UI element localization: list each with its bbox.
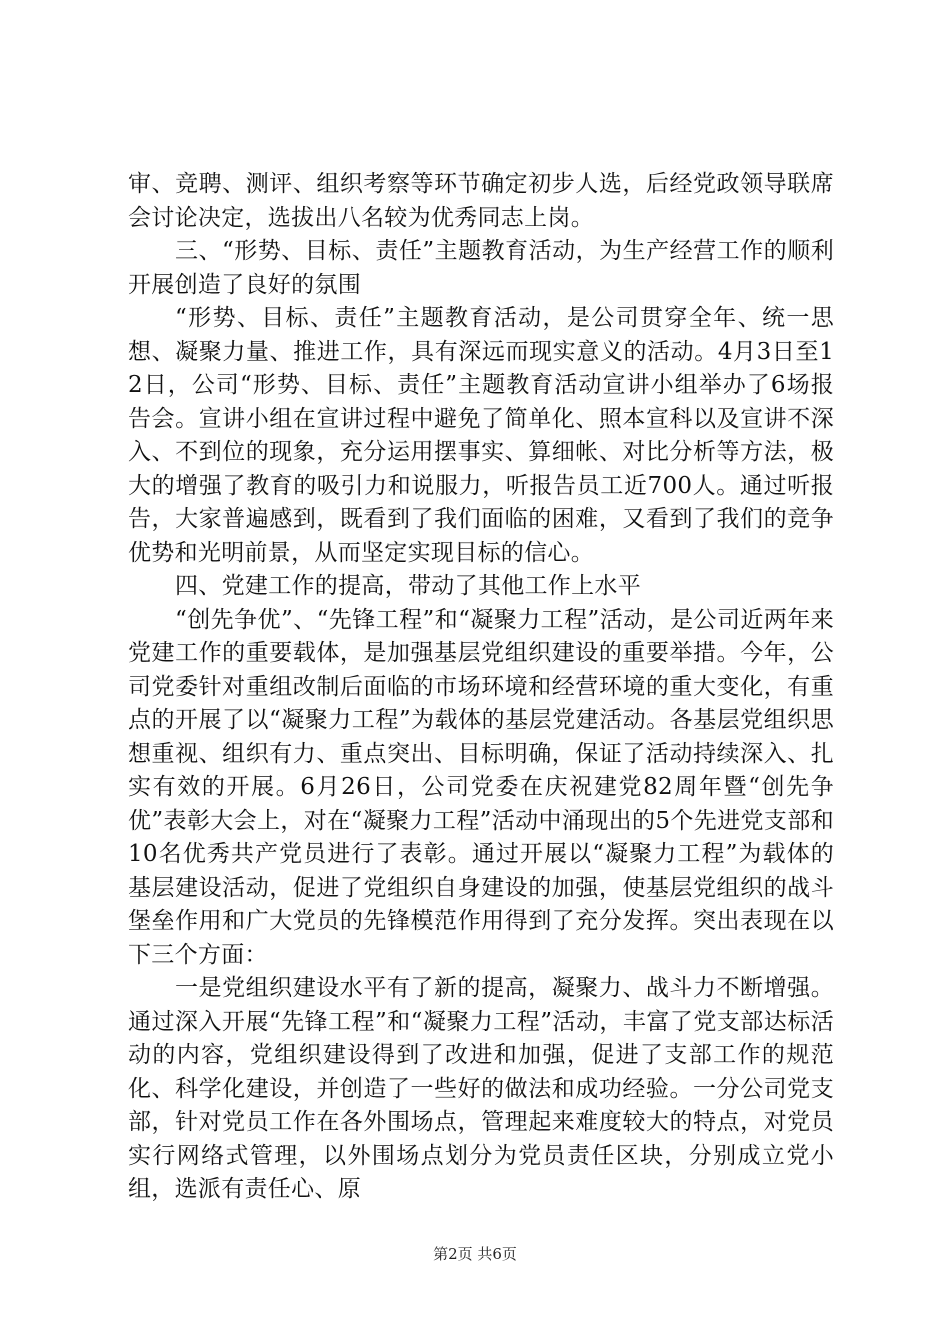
paragraph-1: 审、竞聘、测评、组织考察等环节确定初步人选，后经党政领导联席会讨论决定，选拔出八名较为优秀同志上岗。 [128, 171, 834, 231]
page-number-footer: 第2页 共6页 [433, 1245, 517, 1263]
section-heading-4: 四、党建工作的提高，带动了其他工作上水平 [175, 573, 641, 599]
document-body [128, 168, 834, 1207]
paragraph-3: “形势、目标、责任”主题教育活动，是公司贯穿全年、统一思想、凝聚力量、推进工作，具有深远而现实意义的活动。4月3日至12日，公司“形势、目标、责任”主题教育活动宣讲小组举办了6场报告会。宣讲小组在宣讲过程中避免了简单化、照本宣科以及宣讲不深入、不到位的现象，充分运用摆事实、算细帐、对比分析等方法，极大的增强了教育的吸引力和说服力，听报告员工近700人。通过听报告，大家普遍感到，既看到了我们面临的困难，又看到了我们的竞争优势和光明前景，从而坚定实现目标的信心。 [128, 305, 834, 566]
paragraph-6: 一是党组织建设水平有了新的提高，凝聚力、战斗力不断增强。通过深入开展“先锋工程”和“凝聚力工程”活动，丰富了党支部达标活动的内容，党组织建设得到了改进和加强，促进了支部工作的规范化、科学化建设，并创造了一些好的做法和成功经验。一分公司党支部，针对党员工作在各外围场点，管理起来难度较大的特点，对党员实行网络式管理，以外围场点划分为党员责任区块，分别成立党小组，选派有责任心、原 [128, 975, 834, 1202]
section-heading-3: 三、“形势、目标、责任”主题教育活动，为生产经营工作的顺利开展创造了良好的氛围 [128, 238, 834, 298]
paragraph-5: “创先争优”、“先锋工程”和“凝聚力工程”活动，是公司近两年来党建工作的重要载体，是加强基层党组织建设的重要举措。今年，公司党委针对重组改制后面临的市场环境和经营环境的重大变化，有重点的开展了以“凝聚力工程”为载体的基层党建活动。各基层党组织思想重视、组织有力、重点突出、目标明确，保证了活动持续深入、扎实有效的开展。6月26日，公司党委在庆祝建党82周年暨“创先争优”表彰大会上，对在“凝聚力工程”活动中涌现出的5个先进党支部和10名优秀共产党员进行了表彰。通过开展以“凝聚力工程”为载体的基层建设活动，促进了党组织自身建设的加强，使基层党组织的战斗堡垒作用和广大党员的先锋模范作用得到了充分发挥。突出表现在以下三个方面： [128, 606, 834, 968]
